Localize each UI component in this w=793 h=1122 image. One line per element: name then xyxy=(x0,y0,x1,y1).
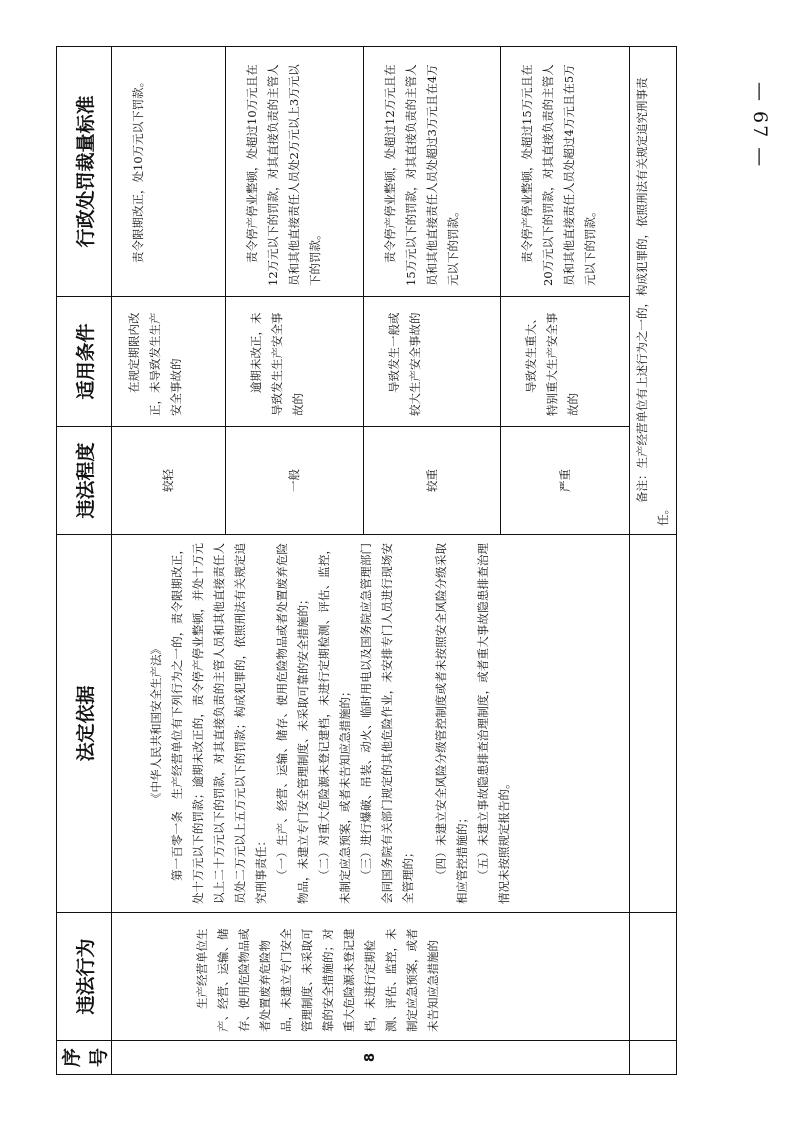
penalty-cell: 责令停产停业整顿，处超过15万元且在20万元以下的罚款，对其直接负责的主管人员和其他直接责任人员处超过4万元且在5万元以下的罚款。 xyxy=(501,47,630,297)
header-condition: 适用条件 xyxy=(57,297,112,427)
law-item-3: （三）进行爆破、吊装、动火、临时用电以及国务院应急管理部门会同国务院有关部门规定的其他危险作业，未安排专门人员进行现场安全管理的； xyxy=(359,543,415,904)
row-seq-cell: 8 xyxy=(112,1041,630,1075)
law-item-5: （五）未建立事故隐患排查治理制度，或者重大事故隐患排查治理情况未按照规定报告的。 xyxy=(476,543,511,904)
note-spacer-cell xyxy=(630,535,677,913)
note-spacer-cell xyxy=(630,913,677,1041)
degree-cell: 较重 xyxy=(364,427,501,535)
condition-cell: 在规定期限内改正，未导致发生生产安全事故的 xyxy=(112,297,226,427)
table-row xyxy=(112,47,226,1075)
law-article: 第一百零一条 生产经营单位有下列行为之一的，责令限期改正，处十万元以下的罚款；逾期未改正的，责令停产停业整顿，并处十万元以上二十万元以下的罚款，对其直接负责的主管人员和其他直接责任人员处二万元以上五万元以下的罚款；构成犯罪的，依照刑法有关规定追究刑事责任： xyxy=(170,543,268,904)
law-item-1: （一）生产、经营、运输、储存、使用危险物品或者处置废弃危险物品，未建立专门安全管理制度、未采取可靠的安全措施的； xyxy=(275,543,310,904)
condition-cell: 导致发生一般或较大生产安全事故的 xyxy=(364,297,501,427)
illegal-act-cell: 生产经营单位生产、经营、运输、储存、使用危险物品或者处置废弃危险物品，未建立专门安全管理制度、未采取可靠的安全措施的；对重大危险源未登记建档，未进行定期检测、评估、监控，未制定应急预案，或者未告知应急措施的 xyxy=(112,913,630,1041)
page-number: — 67 — xyxy=(749,81,771,169)
note-row xyxy=(630,47,677,1075)
law-item-4: （四）未建立安全风险分级管控制度或者未按照安全风险分级采取相应管控措施的； xyxy=(434,543,469,904)
law-title: 《中华人民共和国安全生产法》 xyxy=(149,643,163,804)
table-header-row xyxy=(57,47,112,1075)
condition-cell: 导致发生重大、特别重大生产安全事故的 xyxy=(501,297,630,427)
header-basis: 法定依据 xyxy=(57,535,112,913)
legal-basis-cell xyxy=(112,535,630,913)
condition-cell: 逾期未改正，未导致发生生产安全事故的 xyxy=(226,297,364,427)
note-cell: 备注：生产经营单位有上述行为之一的，构成犯罪的，依照刑法有关规定追究刑事责任。 xyxy=(630,47,677,535)
law-item-2: （二）对重大危险源未登记建档，未进行定期检测、评估、监控，未制定应急预案，或者未告知应急措施的； xyxy=(317,543,352,904)
penalty-table xyxy=(56,46,677,1075)
header-act: 违法行为 xyxy=(57,913,112,1041)
note-spacer-cell xyxy=(630,1041,677,1075)
degree-cell: 一般 xyxy=(226,427,364,535)
penalty-cell: 责令停产停业整顿，处超过10万元且在12万元以下的罚款，对其直接负责的主管人员和其他直接责任人员处2万元以上3万元以下的罚款。 xyxy=(226,47,364,297)
penalty-cell: 责令停产停业整顿，处超过12万元且在15万元以下的罚款，对其直接负责的主管人员和其他直接责任人员处超过3万元且在4万元以下的罚款。 xyxy=(364,47,501,297)
header-degree: 违法程度 xyxy=(57,427,112,535)
degree-cell: 较轻 xyxy=(112,427,226,535)
header-penalty: 行政处罚裁量标准 xyxy=(57,47,112,297)
penalty-table-sheet xyxy=(56,47,670,1075)
penalty-cell: 责令限期改正，处10万元以下罚款。 xyxy=(112,47,226,297)
header-seq: 序号 xyxy=(57,1041,112,1075)
degree-cell: 严重 xyxy=(501,427,630,535)
